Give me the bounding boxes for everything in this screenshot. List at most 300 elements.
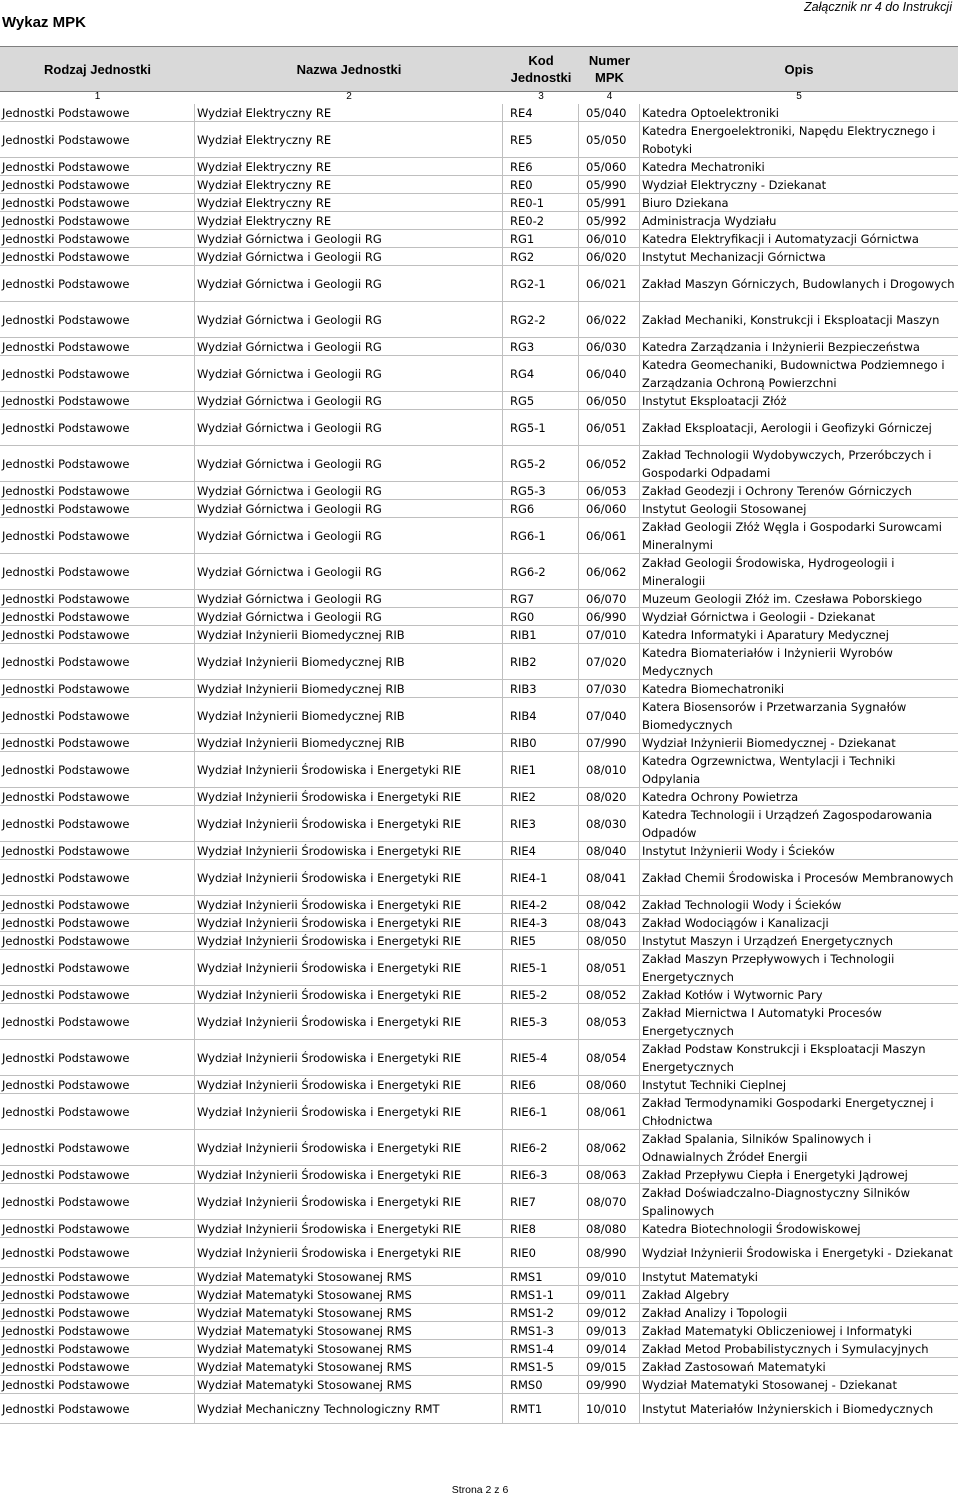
rodzaj-cell: Jednostki Podstawowe: [0, 698, 195, 733]
table-row: [0, 122, 958, 158]
opis-cell: Katedra Biotechnologii Środowiskowej: [642, 1221, 861, 1236]
nazwa-cell: Wydział Górnictwa i Geologii RG: [195, 302, 503, 337]
opis-cell: Zakład Eksploatacji, Aerologii i Geofizyki Górniczej: [642, 420, 932, 435]
rodzaj-cell: Jednostki Podstawowe: [0, 212, 195, 229]
kod-cell: RG0: [503, 608, 579, 625]
rodzaj-cell: Jednostki Podstawowe: [0, 1322, 195, 1339]
kod-cell: RIE4-3: [503, 914, 579, 931]
opis-cell: Zakład Spalania, Silników Spalinowych i Odnawialnych Źródeł Energii: [642, 1131, 872, 1164]
kod-cell: RG6: [503, 500, 579, 517]
kod-cell: RIE6-2: [503, 1130, 579, 1165]
table-row: [0, 1130, 958, 1166]
rodzaj-cell: Jednostki Podstawowe: [0, 446, 195, 481]
kod-cell: RIE6-1: [503, 1094, 579, 1129]
kod-cell: RG4: [503, 356, 579, 391]
rodzaj-cell: Jednostki Podstawowe: [0, 410, 195, 445]
kod-cell: RMS1-3: [503, 1322, 579, 1339]
opis-cell: Zakład Technologii Wydobywczych, Przeróbczych i Gospodarki Odpadami: [642, 447, 932, 480]
opis-cell: Zakład Geologii Środowiska, Hydrogeologii i Mineralogii: [642, 555, 895, 588]
table-row: [0, 158, 958, 176]
rodzaj-cell: Jednostki Podstawowe: [0, 176, 195, 193]
kod-cell: RIE2: [503, 788, 579, 805]
kod-cell: RIE8: [503, 1220, 579, 1237]
mpk-cell: 06/050: [579, 392, 640, 409]
table-row: [0, 1094, 958, 1130]
mpk-cell: 05/992: [579, 212, 640, 229]
opis-cell: Wydział Inżynierii Środowiska i Energetyki - Dziekanat: [642, 1245, 953, 1260]
table-row: [0, 356, 958, 392]
kod-cell: RE5: [503, 122, 579, 157]
table-row: [0, 392, 958, 410]
rodzaj-cell: Jednostki Podstawowe: [0, 734, 195, 751]
column-number: 3: [538, 91, 544, 102]
rodzaj-cell: Jednostki Podstawowe: [0, 806, 195, 841]
kod-cell: RIE6: [503, 1076, 579, 1093]
mpk-cell: 08/061: [579, 1094, 640, 1129]
table-row: [0, 266, 958, 302]
mpk-cell: 06/052: [579, 446, 640, 481]
rodzaj-cell: Jednostki Podstawowe: [0, 842, 195, 859]
nazwa-cell: Wydział Górnictwa i Geologii RG: [195, 266, 503, 301]
kod-cell: RMT1: [503, 1394, 579, 1423]
rodzaj-cell: Jednostki Podstawowe: [0, 1268, 195, 1285]
mpk-cell: 08/054: [579, 1040, 640, 1075]
opis-cell: Zakład Podstaw Konstrukcji i Eksploatacji Maszyn Energetycznych: [642, 1041, 926, 1074]
column-number: 2: [346, 91, 352, 102]
kod-cell: RMS1-5: [503, 1358, 579, 1375]
rodzaj-cell: Jednostki Podstawowe: [0, 1376, 195, 1393]
opis-cell: Katedra Technologii i Urządzeń Zagospodarowania Odpadów: [642, 807, 933, 840]
opis-cell: Biuro Dziekana: [642, 195, 729, 210]
rodzaj-cell: Jednostki Podstawowe: [0, 752, 195, 787]
mpk-cell: 08/063: [579, 1166, 640, 1183]
kod-cell: RIE5-1: [503, 950, 579, 985]
opis-cell: Wydział Górnictwa i Geologii - Dziekanat: [642, 609, 876, 624]
annex-label: Załącznik nr 4 do Instrukcji: [804, 0, 952, 14]
mpk-cell: 06/030: [579, 338, 640, 355]
header-nazwa: Nazwa Jednostki: [296, 61, 402, 77]
mpk-cell: 08/041: [579, 860, 640, 895]
kod-cell: RG6-2: [503, 554, 579, 589]
opis-cell: Zakład Metod Probabilistycznych i Symulacyjnych: [642, 1341, 929, 1356]
mpk-cell: 05/060: [579, 158, 640, 175]
nazwa-cell: Wydział Inżynierii Środowiska i Energetyki RIE: [195, 860, 503, 895]
nazwa-cell: Wydział Matematyki Stosowanej RMS: [195, 1304, 503, 1321]
nazwa-cell: Wydział Matematyki Stosowanej RMS: [195, 1268, 503, 1285]
header-mpk: Numer MPK: [588, 53, 631, 85]
mpk-cell: 08/053: [579, 1004, 640, 1039]
nazwa-cell: Wydział Górnictwa i Geologii RG: [195, 410, 503, 445]
table-row: [0, 1376, 958, 1394]
table-row: [0, 446, 958, 482]
nazwa-cell: Wydział Elektryczny RE: [195, 194, 503, 211]
rodzaj-cell: Jednostki Podstawowe: [0, 482, 195, 499]
opis-cell: Zakład Analizy i Topologii: [642, 1305, 788, 1320]
mpk-cell: 05/050: [579, 122, 640, 157]
rodzaj-cell: Jednostki Podstawowe: [0, 1304, 195, 1321]
kod-cell: RE0-1: [503, 194, 579, 211]
table-row: [0, 986, 958, 1004]
kod-cell: RE4: [503, 104, 579, 121]
opis-cell: Zakład Doświadczalno-Diagnostyczny Silników Spalinowych: [642, 1185, 910, 1218]
nazwa-cell: Wydział Górnictwa i Geologii RG: [195, 338, 503, 355]
kod-cell: RIE1: [503, 752, 579, 787]
rodzaj-cell: Jednostki Podstawowe: [0, 554, 195, 589]
nazwa-cell: Wydział Inżynierii Środowiska i Energetyki RIE: [195, 914, 503, 931]
nazwa-cell: Wydział Górnictwa i Geologii RG: [195, 392, 503, 409]
rodzaj-cell: Jednostki Podstawowe: [0, 626, 195, 643]
page-title: Wykaz MPK: [2, 14, 86, 31]
kod-cell: RIB3: [503, 680, 579, 697]
table-row: [0, 104, 958, 122]
nazwa-cell: Wydział Inżynierii Środowiska i Energetyki RIE: [195, 806, 503, 841]
table-row: [0, 1322, 958, 1340]
nazwa-cell: Wydział Górnictwa i Geologii RG: [195, 554, 503, 589]
rodzaj-cell: Jednostki Podstawowe: [0, 1076, 195, 1093]
mpk-cell: 06/051: [579, 410, 640, 445]
table-row: [0, 176, 958, 194]
rodzaj-cell: Jednostki Podstawowe: [0, 392, 195, 409]
table-row: [0, 680, 958, 698]
nazwa-cell: Wydział Matematyki Stosowanej RMS: [195, 1322, 503, 1339]
page-footer: Strona 2 z 6: [451, 1484, 509, 1496]
table-row: [0, 896, 958, 914]
opis-cell: Wydział Elektryczny - Dziekanat: [642, 177, 827, 192]
kod-cell: RG1: [503, 230, 579, 247]
opis-cell: Katedra Biomechatroniki: [642, 681, 785, 696]
nazwa-cell: Wydział Górnictwa i Geologii RG: [195, 518, 503, 553]
mpk-cell: 08/062: [579, 1130, 640, 1165]
opis-cell: Instytut Materiałów Inżynierskich i Biomedycznych: [642, 1401, 934, 1416]
nazwa-cell: Wydział Górnictwa i Geologii RG: [195, 356, 503, 391]
rodzaj-cell: Jednostki Podstawowe: [0, 1238, 195, 1267]
nazwa-cell: Wydział Elektryczny RE: [195, 176, 503, 193]
opis-cell: Katedra Mechatroniki: [642, 159, 765, 174]
nazwa-cell: Wydział Inżynierii Środowiska i Energetyki RIE: [195, 896, 503, 913]
kod-cell: RE6: [503, 158, 579, 175]
table-row: [0, 860, 958, 896]
table-row: [0, 248, 958, 266]
mpk-cell: 08/020: [579, 788, 640, 805]
rodzaj-cell: Jednostki Podstawowe: [0, 950, 195, 985]
mpk-cell: 06/990: [579, 608, 640, 625]
kod-cell: RIE0: [503, 1238, 579, 1267]
mpk-cell: 06/040: [579, 356, 640, 391]
opis-cell: Katedra Energoelektroniki, Napędu Elektrycznego i Robotyki: [642, 123, 936, 156]
table-header: [0, 46, 958, 92]
mpk-cell: 06/062: [579, 554, 640, 589]
nazwa-cell: Wydział Matematyki Stosowanej RMS: [195, 1376, 503, 1393]
mpk-cell: 09/013: [579, 1322, 640, 1339]
opis-cell: Instytut Eksploatacji Złóż: [642, 393, 787, 408]
opis-cell: Administracja Wydziału: [642, 213, 777, 228]
mpk-cell: 07/010: [579, 626, 640, 643]
rodzaj-cell: Jednostki Podstawowe: [0, 644, 195, 679]
nazwa-cell: Wydział Inżynierii Biomedycznej RIB: [195, 626, 503, 643]
rodzaj-cell: Jednostki Podstawowe: [0, 860, 195, 895]
rodzaj-cell: Jednostki Podstawowe: [0, 1004, 195, 1039]
opis-cell: Katera Biosensorów i Przetwarzania Sygnałów Biomedycznych: [642, 699, 907, 732]
kod-cell: RG2-2: [503, 302, 579, 337]
mpk-cell: 09/012: [579, 1304, 640, 1321]
kod-cell: RMS1-4: [503, 1340, 579, 1357]
kod-cell: RMS1: [503, 1268, 579, 1285]
column-number: 5: [796, 91, 802, 102]
mpk-cell: 08/042: [579, 896, 640, 913]
rodzaj-cell: Jednostki Podstawowe: [0, 608, 195, 625]
header-kod: Kod Jednostki: [510, 53, 572, 85]
opis-cell: Instytut Mechanizacji Górnictwa: [642, 249, 826, 264]
mpk-cell: 08/030: [579, 806, 640, 841]
table-row: [0, 518, 958, 554]
rodzaj-cell: Jednostki Podstawowe: [0, 1220, 195, 1237]
rodzaj-cell: Jednostki Podstawowe: [0, 248, 195, 265]
mpk-cell: 06/010: [579, 230, 640, 247]
mpk-table: [0, 104, 958, 1433]
table-row: [0, 212, 958, 230]
table-row: [0, 1040, 958, 1076]
nazwa-cell: Wydział Inżynierii Środowiska i Energetyki RIE: [195, 842, 503, 859]
opis-cell: Zakład Wodociągów i Kanalizacji: [642, 915, 829, 930]
kod-cell: RG7: [503, 590, 579, 607]
kod-cell: RMS1-1: [503, 1286, 579, 1303]
mpk-cell: 08/070: [579, 1184, 640, 1219]
opis-cell: Instytut Matematyki: [642, 1269, 758, 1284]
kod-cell: RG2: [503, 248, 579, 265]
nazwa-cell: Wydział Matematyki Stosowanej RMS: [195, 1340, 503, 1357]
nazwa-cell: Wydział Inżynierii Środowiska i Energetyki RIE: [195, 1220, 503, 1237]
column-number: 1: [94, 91, 101, 102]
kod-cell: RIE6-3: [503, 1166, 579, 1183]
nazwa-cell: Wydział Inżynierii Środowiska i Energetyki RIE: [195, 1166, 503, 1183]
nazwa-cell: Wydział Inżynierii Środowiska i Energetyki RIE: [195, 1184, 503, 1219]
opis-cell: Zakład Geodezji i Ochrony Terenów Górniczych: [642, 483, 912, 498]
kod-cell: RIE5-4: [503, 1040, 579, 1075]
mpk-cell: 06/070: [579, 590, 640, 607]
kod-cell: RG3: [503, 338, 579, 355]
nazwa-cell: Wydział Inżynierii Środowiska i Energetyki RIE: [195, 986, 503, 1003]
opis-cell: Instytut Geologii Stosowanej: [642, 501, 807, 516]
table-row: [0, 626, 958, 644]
kod-cell: RMS1-2: [503, 1304, 579, 1321]
mpk-cell: 09/014: [579, 1340, 640, 1357]
table-row: [0, 338, 958, 356]
nazwa-cell: Wydział Inżynierii Biomedycznej RIB: [195, 680, 503, 697]
nazwa-cell: Wydział Inżynierii Środowiska i Energetyki RIE: [195, 1238, 503, 1267]
opis-cell: Zakład Przepływu Ciepła i Energetyki Jądrowej: [642, 1167, 908, 1182]
opis-cell: Zakład Geologii Złóż Węgla i Gospodarki Surowcami Mineralnymi: [642, 519, 942, 552]
nazwa-cell: Wydział Inżynierii Biomedycznej RIB: [195, 698, 503, 733]
opis-cell: Zakład Algebry: [642, 1287, 730, 1302]
table-row: [0, 554, 958, 590]
kod-cell: RG2-1: [503, 266, 579, 301]
opis-cell: Zakład Termodynamiki Gospodarki Energetycznej i Chłodnictwa: [642, 1095, 934, 1128]
mpk-cell: 05/991: [579, 194, 640, 211]
rodzaj-cell: Jednostki Podstawowe: [0, 1094, 195, 1129]
table-row: [0, 734, 958, 752]
opis-cell: Zakład Mechaniki, Konstrukcji i Eksploatacji Maszyn: [642, 312, 940, 327]
table-row: [0, 1076, 958, 1094]
table-row: [0, 1166, 958, 1184]
table-row: [0, 1220, 958, 1238]
kod-cell: RIE5-2: [503, 986, 579, 1003]
mpk-cell: 08/051: [579, 950, 640, 985]
mpk-cell: 06/022: [579, 302, 640, 337]
rodzaj-cell: Jednostki Podstawowe: [0, 1340, 195, 1357]
opis-cell: Katedra Optoelektroniki: [642, 105, 779, 120]
rodzaj-cell: Jednostki Podstawowe: [0, 356, 195, 391]
kod-cell: RG5-2: [503, 446, 579, 481]
rodzaj-cell: Jednostki Podstawowe: [0, 338, 195, 355]
nazwa-cell: Wydział Elektryczny RE: [195, 104, 503, 121]
rodzaj-cell: Jednostki Podstawowe: [0, 194, 195, 211]
opis-cell: Wydział Inżynierii Biomedycznej - Dziekanat: [642, 735, 896, 750]
rodzaj-cell: Jednostki Podstawowe: [0, 680, 195, 697]
mpk-cell: 06/021: [579, 266, 640, 301]
nazwa-cell: Wydział Inżynierii Środowiska i Energetyki RIE: [195, 1004, 503, 1039]
mpk-cell: 10/010: [579, 1394, 640, 1423]
kod-cell: RIB4: [503, 698, 579, 733]
table-row: [0, 1394, 958, 1424]
kod-cell: RG5-3: [503, 482, 579, 499]
mpk-cell: 09/015: [579, 1358, 640, 1375]
nazwa-cell: Wydział Inżynierii Środowiska i Energetyki RIE: [195, 932, 503, 949]
table-row: [0, 1268, 958, 1286]
table-row: [0, 698, 958, 734]
mpk-cell: 08/010: [579, 752, 640, 787]
table-row: [0, 1340, 958, 1358]
opis-cell: Zakład Chemii Środowiska i Procesów Membranowych: [642, 870, 954, 885]
table-row: [0, 1304, 958, 1322]
mpk-cell: 06/060: [579, 500, 640, 517]
nazwa-cell: Wydział Inżynierii Środowiska i Energetyki RIE: [195, 1094, 503, 1129]
nazwa-cell: Wydział Elektryczny RE: [195, 158, 503, 175]
mpk-cell: 09/990: [579, 1376, 640, 1393]
table-row: [0, 1238, 958, 1268]
mpk-cell: 05/990: [579, 176, 640, 193]
table-row: [0, 410, 958, 446]
rodzaj-cell: Jednostki Podstawowe: [0, 914, 195, 931]
table-row: [0, 590, 958, 608]
kod-cell: RIB2: [503, 644, 579, 679]
table-row: [0, 194, 958, 212]
table-row: [0, 1286, 958, 1304]
mpk-cell: 09/010: [579, 1268, 640, 1285]
table-row: [0, 788, 958, 806]
opis-cell: Zakład Maszyn Górniczych, Budowlanych i Drogowych: [642, 276, 955, 291]
nazwa-cell: Wydział Mechaniczny Technologiczny RMT: [195, 1394, 503, 1423]
opis-cell: Muzeum Geologii Złóż im. Czesława Poborskiego: [642, 591, 923, 606]
table-row: [0, 842, 958, 860]
opis-cell: Katedra Zarządzania i Inżynierii Bezpieczeństwa: [642, 339, 920, 354]
kod-cell: RG5: [503, 392, 579, 409]
column-numbers: [0, 91, 958, 103]
rodzaj-cell: Jednostki Podstawowe: [0, 230, 195, 247]
opis-cell: Zakład Technologii Wody i Ścieków: [642, 897, 842, 912]
nazwa-cell: Wydział Inżynierii Biomedycznej RIB: [195, 644, 503, 679]
table-row: [0, 608, 958, 626]
opis-cell: Katedra Elektryfikacji i Automatyzacji Górnictwa: [642, 231, 919, 246]
nazwa-cell: Wydział Inżynierii Środowiska i Energetyki RIE: [195, 788, 503, 805]
nazwa-cell: Wydział Górnictwa i Geologii RG: [195, 608, 503, 625]
rodzaj-cell: Jednostki Podstawowe: [0, 158, 195, 175]
header-opis: Opis: [784, 61, 814, 77]
nazwa-cell: Wydział Górnictwa i Geologii RG: [195, 230, 503, 247]
nazwa-cell: Wydział Elektryczny RE: [195, 212, 503, 229]
nazwa-cell: Wydział Matematyki Stosowanej RMS: [195, 1358, 503, 1375]
rodzaj-cell: Jednostki Podstawowe: [0, 302, 195, 337]
mpk-cell: 08/990: [579, 1238, 640, 1267]
nazwa-cell: Wydział Górnictwa i Geologii RG: [195, 446, 503, 481]
rodzaj-cell: Jednostki Podstawowe: [0, 1166, 195, 1183]
opis-cell: Instytut Maszyn i Urządzeń Energetycznych: [642, 933, 894, 948]
mpk-cell: 08/040: [579, 842, 640, 859]
rodzaj-cell: Jednostki Podstawowe: [0, 1394, 195, 1423]
column-number: 4: [606, 91, 613, 102]
table-row: [0, 806, 958, 842]
rodzaj-cell: Jednostki Podstawowe: [0, 788, 195, 805]
mpk-cell: 08/060: [579, 1076, 640, 1093]
opis-cell: Instytut Inżynierii Wody i Ścieków: [642, 843, 835, 858]
mpk-cell: 08/043: [579, 914, 640, 931]
kod-cell: RIE4: [503, 842, 579, 859]
kod-cell: RIB1: [503, 626, 579, 643]
opis-cell: Instytut Techniki Cieplnej: [642, 1077, 787, 1092]
rodzaj-cell: Jednostki Podstawowe: [0, 986, 195, 1003]
nazwa-cell: Wydział Górnictwa i Geologii RG: [195, 500, 503, 517]
rodzaj-cell: Jednostki Podstawowe: [0, 104, 195, 121]
table-row: [0, 482, 958, 500]
rodzaj-cell: Jednostki Podstawowe: [0, 1040, 195, 1075]
mpk-cell: 06/020: [579, 248, 640, 265]
kod-cell: RMS0: [503, 1376, 579, 1393]
kod-cell: RIE4-1: [503, 860, 579, 895]
kod-cell: RIE3: [503, 806, 579, 841]
kod-cell: RIE5: [503, 932, 579, 949]
opis-cell: Wydział Matematyki Stosowanej - Dziekanat: [642, 1377, 897, 1392]
kod-cell: RIE4-2: [503, 896, 579, 913]
nazwa-cell: Wydział Górnictwa i Geologii RG: [195, 590, 503, 607]
nazwa-cell: Wydział Inżynierii Środowiska i Energetyki RIE: [195, 752, 503, 787]
opis-cell: Katedra Biomateriałów i Inżynierii Wyrobów Medycznych: [642, 645, 893, 678]
table-row: [0, 914, 958, 932]
opis-cell: Katedra Ochrony Powietrza: [642, 789, 799, 804]
kod-cell: RE0: [503, 176, 579, 193]
opis-cell: Zakład Maszyn Przepływowych i Technologii Energetycznych: [642, 951, 895, 984]
opis-cell: Katedra Ogrzewnictwa, Wentylacji i Techniki Odpylania: [642, 753, 896, 786]
rodzaj-cell: Jednostki Podstawowe: [0, 266, 195, 301]
rodzaj-cell: Jednostki Podstawowe: [0, 1130, 195, 1165]
nazwa-cell: Wydział Matematyki Stosowanej RMS: [195, 1286, 503, 1303]
table-row: [0, 1358, 958, 1376]
table-row: [0, 230, 958, 248]
table-row: [0, 932, 958, 950]
table-row: [0, 1184, 958, 1220]
nazwa-cell: Wydział Inżynierii Środowiska i Energetyki RIE: [195, 950, 503, 985]
header-rodzaj: Rodzaj Jednostki: [44, 61, 151, 77]
mpk-cell: 05/040: [579, 104, 640, 121]
kod-cell: RIE5-3: [503, 1004, 579, 1039]
kod-cell: RE0-2: [503, 212, 579, 229]
opis-cell: Katedra Geomechaniki, Budownictwa Podziemnego i Zarządzania Ochroną Powierzchni: [642, 357, 945, 390]
opis-cell: Zakład Matematyki Obliczeniowej i Informatyki: [642, 1323, 913, 1338]
nazwa-cell: Wydział Inżynierii Środowiska i Energetyki RIE: [195, 1076, 503, 1093]
mpk-cell: 08/050: [579, 932, 640, 949]
rodzaj-cell: Jednostki Podstawowe: [0, 1286, 195, 1303]
rodzaj-cell: Jednostki Podstawowe: [0, 1184, 195, 1219]
mpk-cell: 06/061: [579, 518, 640, 553]
rodzaj-cell: Jednostki Podstawowe: [0, 122, 195, 157]
